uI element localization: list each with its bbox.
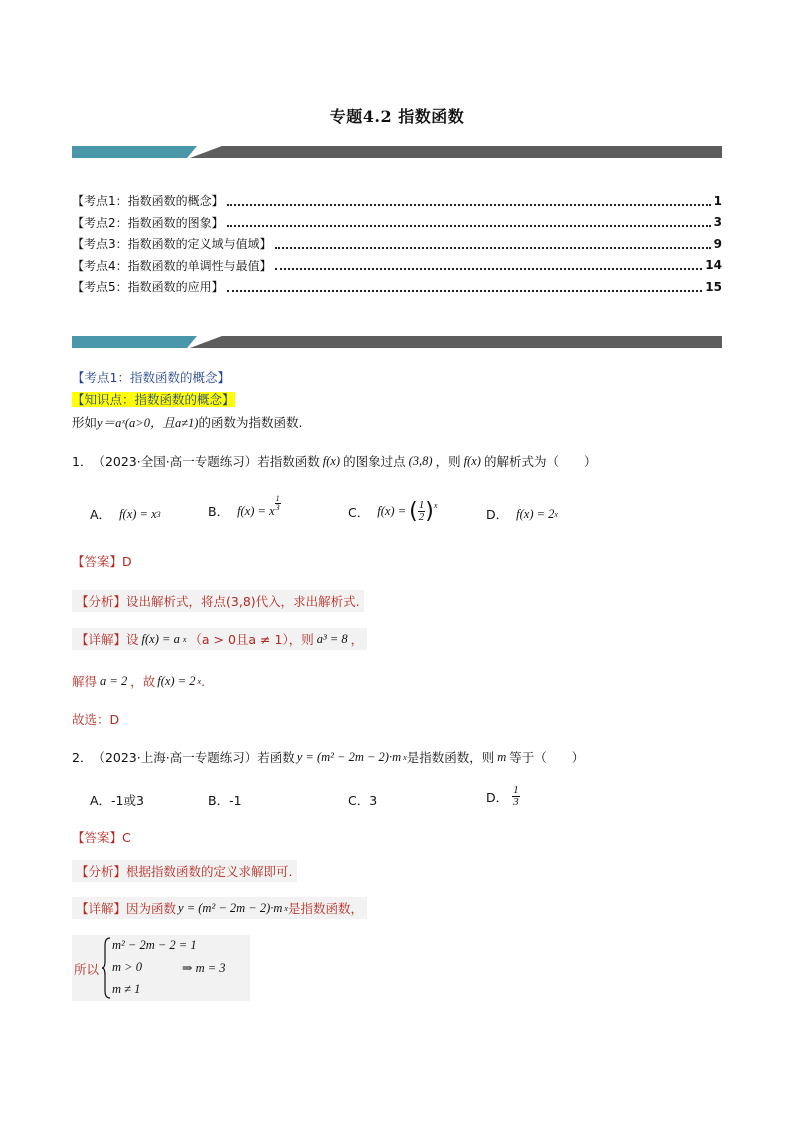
q2-option-a[interactable]: A．-1或3 <box>90 793 144 808</box>
q1-option-a[interactable]: A． f(x) = x 3 <box>90 506 161 522</box>
toc-entry[interactable]: 【考点3：指数函数的定义域与值域】 9 <box>72 236 722 252</box>
q2-detail: 【详解】 因为函数 y = (m² − 2m − 2)·m x 是指数函数， <box>72 897 367 919</box>
page-title: 专题4.2 指数函数 <box>329 107 465 126</box>
q2-option-d[interactable]: D． $\frac{1}{3}$ <box>486 784 519 808</box>
fraction-exponent: $\frac{1}{3}$ <box>275 493 280 512</box>
q1-option-b[interactable]: B． f(x) = x $\frac{1}{3}$ <box>208 493 280 519</box>
section-heading: 【考点1：指数函数的概念】 <box>72 370 230 385</box>
q1-solve: 解得 a = 2 ，故 f(x) = 2 x . <box>72 673 206 689</box>
question-1-stem: 1． （2023·全国·高一专题练习） 若指数函数 f(x) 的图象过点 (3,8) ，则 f(x) 的解析式为（ ） <box>72 453 597 469</box>
header-divider-bar <box>72 146 722 158</box>
toc-entry[interactable]: 【考点1：指数函数的概念】 1 <box>72 193 722 209</box>
q1-choose: 故选：D <box>72 712 120 727</box>
table-of-contents <box>72 190 722 298</box>
q2-analysis: 【分析】 根据指数函数的定义求解即可. <box>72 860 297 882</box>
toc-entry[interactable]: 【考点2：指数函数的图象】 3 <box>72 215 722 230</box>
q1-answer: 【答案】 D <box>72 553 132 569</box>
brace-icon <box>102 937 112 999</box>
q2-system-box: 所以 m² − 2m − 2 = 1 m > 0 m ≠ 1 ⇒ m = 3 <box>72 935 250 1001</box>
q1-analysis: 【分析】 设出解析式，将点(3,8)代入，求出解析式. <box>72 590 364 612</box>
toc-entry[interactable]: 【考点5：指数函数的应用】 15 <box>72 279 722 295</box>
q1-option-c[interactable]: C． f(x) = ( $\frac{1}{2}$ ) $^x$ <box>348 498 438 524</box>
question-2-stem: 2． （2023·上海·高一专题练习） 若函数 y = (m² − 2m − 2)·m x 是指数函数，则 m 等于（ ） <box>72 749 585 765</box>
q1-detail: 【详解】 设 f(x) = a x （a > 0且a ≠ 1），则 a³ = 8 ， <box>72 628 367 650</box>
section-divider-bar <box>72 336 722 348</box>
q1-option-d[interactable]: D． f(x) = 2 x <box>486 506 558 522</box>
q2-answer: 【答案】 C <box>72 829 131 845</box>
q2-option-c[interactable]: C．3 <box>348 793 378 808</box>
q2-option-b[interactable]: B．-1 <box>208 793 242 808</box>
toc-entry[interactable]: 【考点4：指数函数的单调性与最值】 14 <box>72 258 722 273</box>
definition-line: 形如 y＝aˣ(a>0，且a≠1) 的函数为指数函数. <box>72 415 303 430</box>
knowledge-point-tag: 【知识点：指数函数的概念】 <box>72 392 235 407</box>
